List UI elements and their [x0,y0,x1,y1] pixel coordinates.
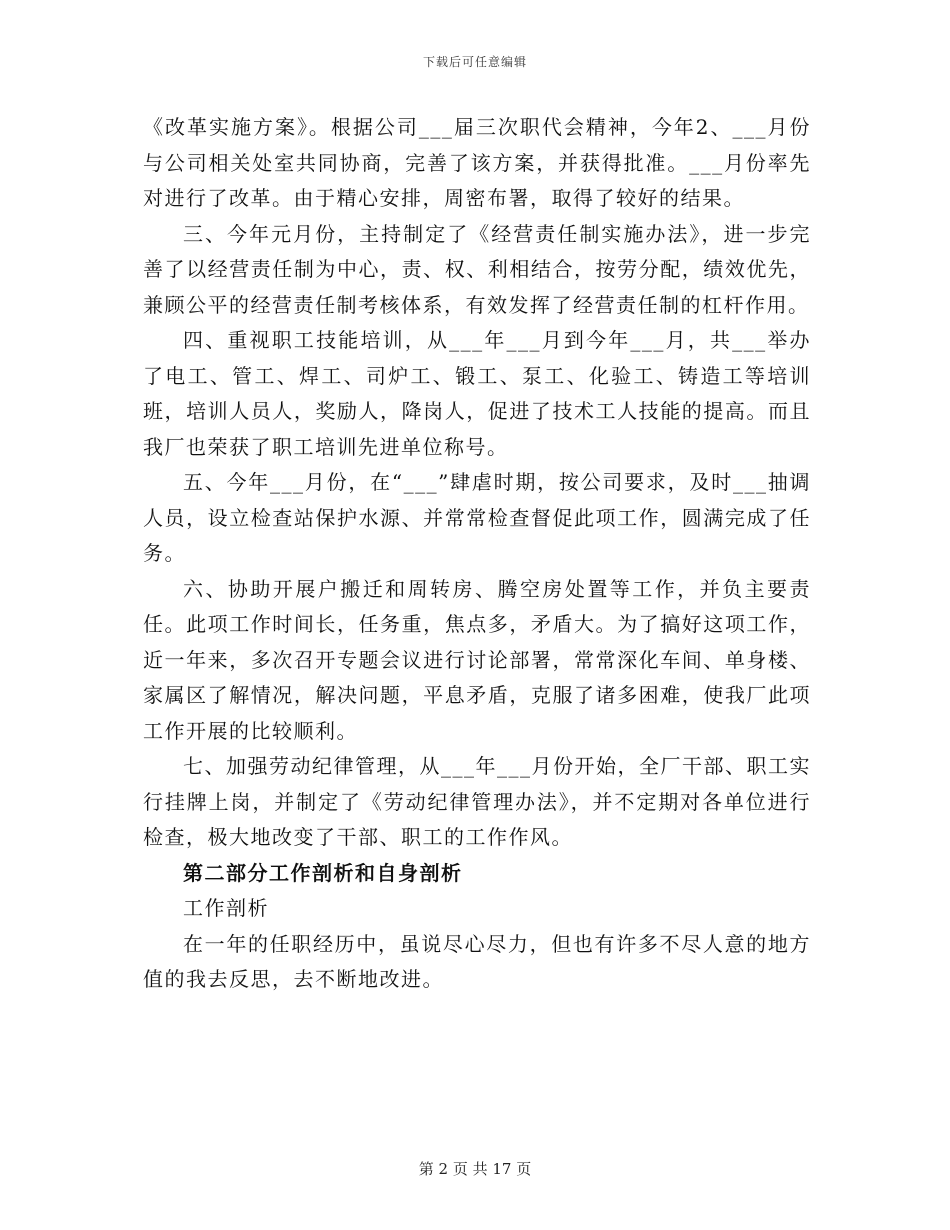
paragraph-work-analysis: 在一年的任职经历中，虽说尽心尽力，但也有许多不尽人意的地方值的我去反思，去不断地改进。 [143,931,811,991]
paragraph-item-four: 四、重视职工技能培训，从___年___月到今年___月，共___举办了电工、管工、焊工、司炉工、锻工、泵工、化验工、铸造工等培训班，培训人员人，奖励人，降岗人，促进了技术工人技能的提高。而且我厂也荣获了职工培训先进单位称号。 [143,328,811,459]
paragraph-reform-plan: 《改革实施方案》。根据公司___届三次职代会精神，今年2、___月份与公司相关处室共同协商，完善了该方案，并获得批准。___月份率先对进行了改革。由于精心安排，周密布署，取得了较好的结果。 [143,115,811,210]
section-heading: 第二部分工作剖析和自身剖析 [183,860,463,885]
document-body [143,110,811,998]
page-header: 下载后可任意编辑 [422,55,527,69]
paragraph-item-five: 五、今年___月份，在“___”肆虐时期，按公司要求，及时___抽调人员，设立检查站保护水源、并常常检查督促此项工作，圆满完成了任务。 [143,470,811,565]
paragraph-item-six: 六、协助开展户搬迁和周转房、腾空房处置等工作，并负主要责任。此项工作时间长，任务重，焦点多，矛盾大。为了搞好这项工作，近一年来，多次召开专题会议进行讨论部署，常常深化车间、单身楼、家属区了解情况，解决问题，平息矛盾，克服了诸多困难，使我厂此项工作开展的比较顺利。 [143,576,811,743]
page-number: 第 2 页 共 17 页 [418,1160,532,1178]
paragraph-item-three: 三、今年元月份，主持制定了《经营责任制实施办法》，进一步完善了以经营责任制为中心，责、权、利相结合，按劳分配，绩效优先，兼顾公平的经营责任制考核体系，有效发挥了经营责任制的杠杆作用。 [143,221,811,317]
paragraph-item-seven: 七、加强劳动纪律管理，从___年___月份开始，全厂干部、职工实行挂牌上岗，并制定了《劳动纪律管理办法》，并不定期对各单位进行检查，极大地改变了干部、职工的工作作风。 [143,754,811,849]
subsection-heading: 工作剖析 [183,896,269,920]
